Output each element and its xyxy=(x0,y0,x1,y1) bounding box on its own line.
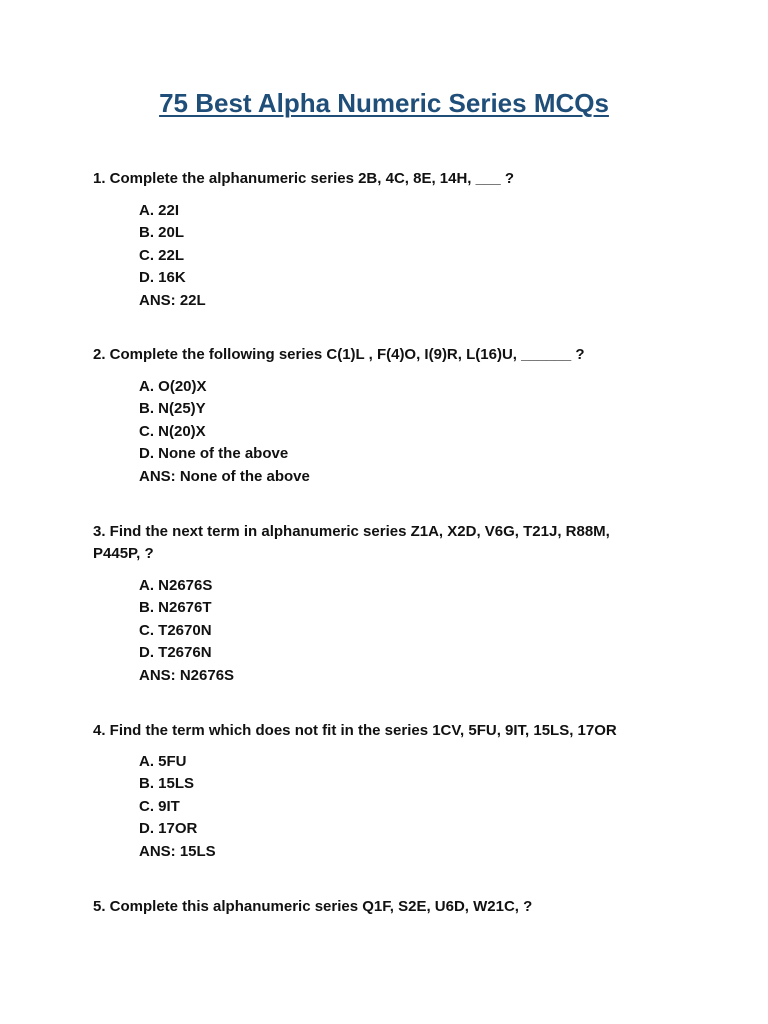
option-c: C. N(20)X xyxy=(139,422,206,440)
option-d: D. 17OR xyxy=(139,820,198,838)
option-d: D. None of the above xyxy=(139,445,289,463)
question-1: 1. Complete the alphanumeric series 2B, 4C, 8E, 14H, ___ ? xyxy=(93,170,515,187)
option-d: D. 16K xyxy=(139,269,186,287)
option-b: B. N2676T xyxy=(139,599,212,617)
option-a: A. O(20)X xyxy=(139,378,207,395)
option-c: C. 9IT xyxy=(139,797,180,815)
question-2: 2. Complete the following series C(1)L , F(4)O, I(9)R, L(16)U, ______ ? xyxy=(93,346,585,363)
option-b: B. 20L xyxy=(139,224,185,242)
question-4: 4. Find the term which does not fit in the series 1CV, 5FU, 9IT, 15LS, 17OR xyxy=(93,722,617,739)
answer: ANS: 15LS xyxy=(139,842,216,860)
option-b: B. N(25)Y xyxy=(139,400,206,418)
question-5: 5. Complete this alphanumeric series Q1F, S2E, U6D, W21C, ? xyxy=(93,898,533,915)
options-4 xyxy=(139,751,559,863)
option-a: A. N2676S xyxy=(139,577,213,594)
option-c: C. T2670N xyxy=(139,621,212,639)
question-3: 3. Find the next term in alphanumeric series Z1A, X2D, V6G, T21J, R88M, P445P, ? xyxy=(93,523,610,562)
option-b: B. 15LS xyxy=(139,775,195,793)
document-title: 75 Best Alpha Numeric Series MCQs xyxy=(159,88,609,118)
option-d: D. T2676N xyxy=(139,644,212,662)
answer: ANS: None of the above xyxy=(139,467,310,485)
option-c: C. 22L xyxy=(139,246,185,264)
option-a: A. 5FU xyxy=(139,753,187,770)
options-3 xyxy=(139,575,559,687)
options-1 xyxy=(139,200,559,312)
options-2 xyxy=(139,376,559,488)
answer: ANS: 22L xyxy=(139,291,206,309)
answer: ANS: N2676S xyxy=(139,666,235,684)
option-a: A. 22I xyxy=(139,202,180,219)
